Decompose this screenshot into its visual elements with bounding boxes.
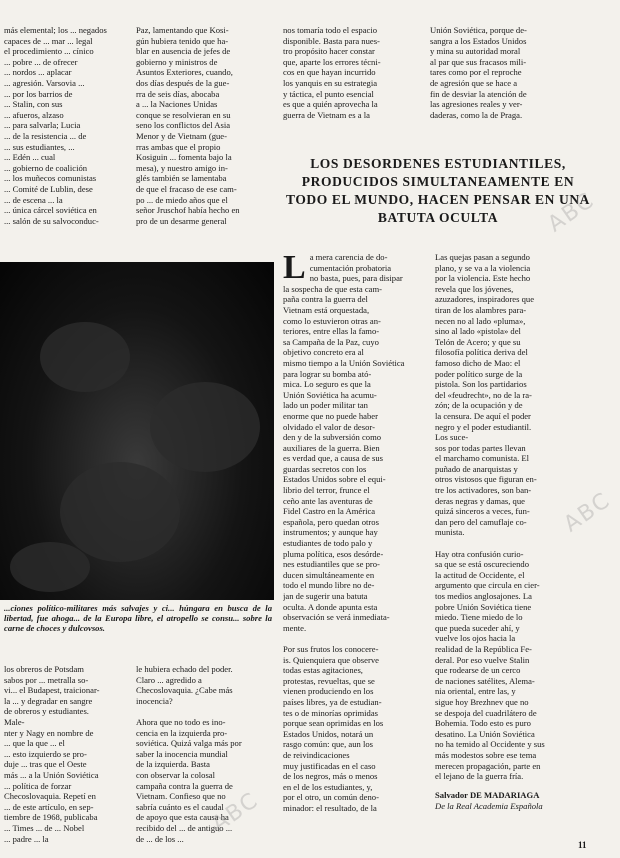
article-column-3-bottom (283, 252, 429, 854)
section-headline: LOS DESORDENES ESTUDIANTILES, PRODUCIDOS SIMULTANEAMENTE EN TODO EL MUNDO, HACEN PENSAR EN UNA BATUTA OCULTA (285, 156, 591, 225)
author-role: De la Real Academia Española (435, 801, 543, 811)
watermark: ABC (559, 487, 616, 538)
article-column-2-bottom: le hubiera echado del poder. Claro ... agredido a Checoslovaquia. ¿Cabe más inocencia? Ahora que no todo es ino- cencia en la izquierda pro- soviética. Quizá valga más por saber la inocencia mundial de la izquierda. Basta con observar la colosal campaña contra la guerra de Vietnam. Confieso que no sabría cuánto es el caudal de apoyo que esta causa ha recibido del ... de antiguo ... de ... de los ... (136, 664, 242, 844)
author-name: Salvador DE MADARIAGA (435, 790, 540, 800)
watermark: ABC (207, 787, 264, 838)
article-column-3-top: nos tomaría todo el espacio disponible. Basta para nues- tro propósito hacer constar que, aparte los errores técni- cos en que hayan incurrido los yanquis en su estrategia y táctica, el punto esencial es que a quién aprovecha la guerra de Vietnam es a la (283, 25, 381, 120)
article-column-4-bottom: Las quejas pasan a segundo plano, y se va a la violencia por la violencia. Este hecho revela que los jóvenes, azuzadores, inspiradores que tiran de los alambres para- necen no al lado «pluma», sino al lado «pistola» del Telón de Acero; y que su filosofía política deriva del famoso dicho de Mao: el poder político surge de la pistola. Son los partidarios del «feudrecht», no de la ra- zón; de la ocupación y de la censura. De aquí el poder negro y el poder estudiantil. Los suce- sos por todas partes llevan el marchamo comunista. El puñado de anarquistas y otros vistosos que figuran en- tre los activadores, son ban- deras negras y damas, que quizá sinceros a veces, fun- dan pero del camuflaje co- munista. Hay otra confusión curio- sa que se está oscureciendo la actitud de Occidente, el argumento que circula en cier- tos medios anglosajones. La pobre Unión Soviética tiene miedo. Tiene miedo de lo que pueda suceder ahí, y vuelve los ojos hacia la realidad de la República Fe- deral. Por eso vuelve Stalin que rodearse de un cerco de naciones satélites, Alema- nia oriental, entre las, y sigue hoy Brezhnev que no se despoja del cuadrilátero de Bohemia. Todo esto es puro desatino. La Unión Soviética no ha temido al Occidente y sus más modestos sobre ese tema merecen propagación, parte en el lejano de la guerra fría. (435, 252, 545, 782)
article-column-2-top: Paz, lamentando que Kosi- gún hubiera tenido que ha- blar en ausencia de jefes de gobierno y ministros de Asuntos Exteriores, cuando, dos días después de la gue- rra de seis días, abocaba a ... la Naciones Unidas conque se resolvieran en su seno los conflictos del Asia Menor y de Vietnam (gue- rras ambas que el propio Kosiguin ... fomenta bajo la mesa), y nuestro amigo in- glés también se lamentaba de que el fracaso de ese cam- po ... de miedo años que el señor Jruschof había hecho en pro de un desarme general (136, 25, 240, 226)
drop-cap: L (283, 252, 306, 286)
watermark: ABC (543, 187, 600, 238)
photo-caption: ...ciones político-militares más salvajes y ci... húngara en busca de la libertad, fue ahoga... de la Europa libre, el atropello se consu... sobre la carne de choces y dulcovsos. (4, 603, 272, 634)
author-signature (435, 790, 593, 812)
article-body-text: a mera carencia de do- cumentación probatoria no basta, pues, para disipar la sospecha de que esta cam- paña contra la guerra del Vietnam está orquestada, como lo estuvieron otras an- teriores, entre ellas la famo- sa Campaña de la Paz, cuyo objetivo concreto era al mismo tiempo a la Unión Soviética para lograr su bomba ató- mica. Lo seguro es que la Unión Soviética ha acumu- lado un poder militar tan enorme que no puede haber olvidado el valor de desor- den y de la subversión como auxiliares de la guerra. Bien es verdad que, a causa de sus guardas secretos con los Estados Unidos sobre el equi- librio del terror, frunce el ceño ante las aventuras de Fidel Castro en la América española, pero quedan otros instrumentos; y aunque hay estudiantes de todo palo y pluma política, esos desórde- nes estudiantiles que se pro- ducen simultáneamente en todo el mundo libre no de- jan de sugerir una batuta oculta. A donde apunta esta observación se verá inmediata- mente. Por sus frutos los conocere- is. Quienquiera que observe todas estas agitaciones, protestas, revueltas, que se vienen produciendo en los países libres, ya de estudian- tes o de minorías oprimidas porque sean oprimidas en los Estados Unidos, notará un rasgo común: que, aun los de reivindicaciones muy justificadas en el caso de los negros, más o menos en el de los estudiantes, y, por el otro, un común deno- minador: el resultado, de la (283, 252, 405, 813)
page-number: 11 (578, 840, 587, 850)
protest-photograph (0, 262, 274, 600)
article-column-1-bottom: los obreros de Potsdam sabos por ... metralla so- vi... el Budapest, traicionar- la ... y degradar en sangre de obreros y estudiantes. Male- nter y Nagy en nombre de ... que la que ... el ... esto izquierdo se pro- duje ... tras que el Oeste más ... a la Unión Soviética ... política de forzar Checoslovaquia. Repetí en ... de este artículo, en sep- tiembre de 1968, publicaba ... Times ... de ... Nobel ... padre ... la (4, 664, 100, 844)
article-column-1-top: más elemental; los ... negados capaces de ... mar ... legal el procedimiento ... cínico ... pobre ... de ofrecer ... nordos ... aplacar ... agresión. Varsovia ... ... por los barrios de ... Stalin, con sus ... afueros, alzaso ... para salvarla; Lucia ... de la resistencia ... de ... sus estudiantes, ... ... Edén ... cual ... gobierno de coalición ... los muñecos comunistas ... Comité de Lublin, dese ... de escena ... la ... única cárcel soviética en ... salón de su salvoconduc- (4, 25, 107, 226)
article-column-4-top: Unión Soviética, porque de- sangra a los Estados Unidos y mina su autoridad moral al par que sus fracasos mili- tares como por el reproche de agresión que se hace a fin de desviar la atención de las agresiones reales y ver- daderas, como la de Praga. (430, 25, 527, 120)
